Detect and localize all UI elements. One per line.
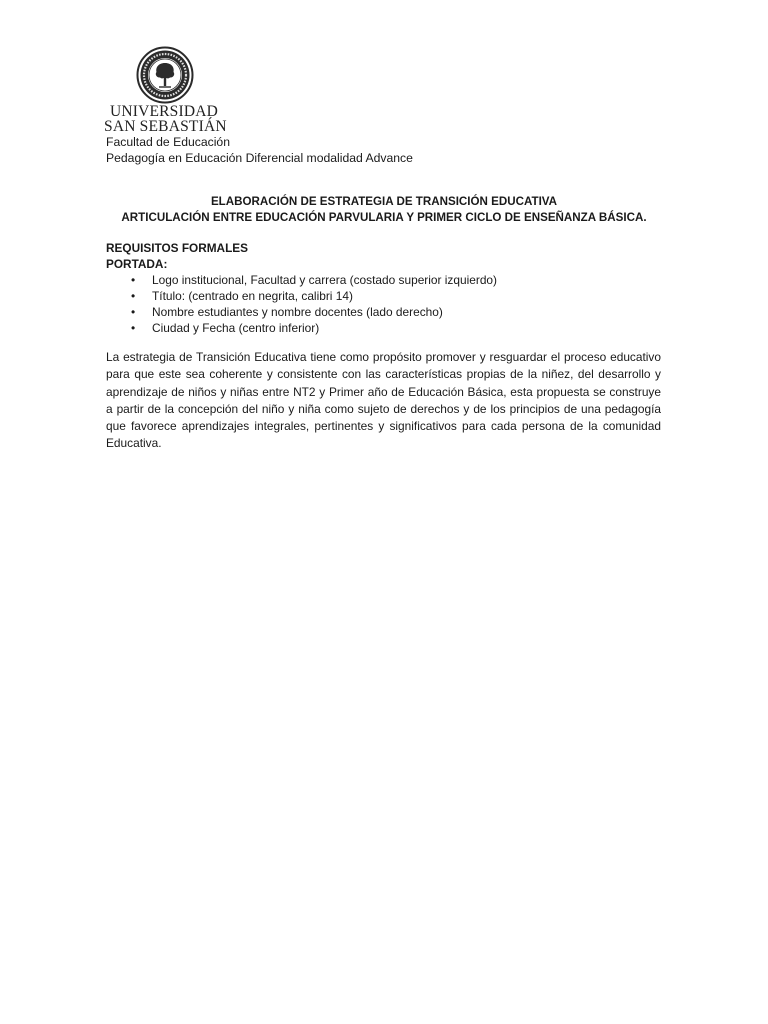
- university-name: [104, 103, 227, 135]
- requirements-section: [106, 240, 666, 336]
- list-item: [106, 320, 666, 336]
- list-item: [106, 288, 666, 304]
- faculty-name: Facultad de Educación: [106, 135, 230, 149]
- list-item-text: Ciudad y Fecha (centro inferior): [152, 321, 320, 335]
- bullet-icon: •: [131, 305, 136, 319]
- requirements-list: [106, 272, 666, 336]
- body-paragraph: La estrategia de Transición Educativa tiene como propósito promover y resguardar el proceso educativo para que este sea coherente y consistente con las características propias de la niñez, del desarrollo y aprendizaje de niños y niñas entre NT2 y Primer año de Educación Básica, esta propuesta se construye a partir de la concepción del niño y niña como sujeto de derechos y de los principios de una pedagogía que favorece aprendizajes integrales, pertinentes y significativos para cada persona de la comunidad Educativa.: [106, 350, 661, 451]
- document-title: [106, 194, 662, 226]
- list-item-text: Logo institucional, Facultad y carrera (costado superior izquierdo): [152, 273, 498, 287]
- cover-subheading: PORTADA:: [106, 257, 168, 271]
- title-line-1: ELABORACIÓN DE ESTRATEGIA DE TRANSICIÓN EDUCATIVA: [210, 195, 558, 208]
- faculty-block: [106, 134, 413, 166]
- university-seal-icon: [136, 46, 194, 104]
- list-item: [106, 272, 666, 288]
- bullet-icon: •: [131, 289, 136, 303]
- list-item: [106, 304, 666, 320]
- list-item-text: Nombre estudiantes y nombre docentes (lado derecho): [152, 305, 443, 319]
- program-name: Pedagogía en Educación Diferencial modalidad Advance: [106, 151, 413, 165]
- bullet-icon: •: [131, 273, 136, 287]
- bullet-icon: •: [131, 321, 136, 335]
- requirements-heading: REQUISITOS FORMALES: [106, 241, 249, 255]
- list-item-text: Título: (centrado en negrita, calibri 14): [152, 289, 353, 303]
- university-name-line-1: UNIVERSIDAD: [109, 103, 219, 120]
- university-name-line-2: SAN SEBASTIÁN: [104, 118, 227, 135]
- title-line-2: ARTICULACIÓN ENTRE EDUCACIÓN PARVULARIA Y PRIMER CICLO DE ENSEÑANZA BÁSICA.: [121, 211, 647, 224]
